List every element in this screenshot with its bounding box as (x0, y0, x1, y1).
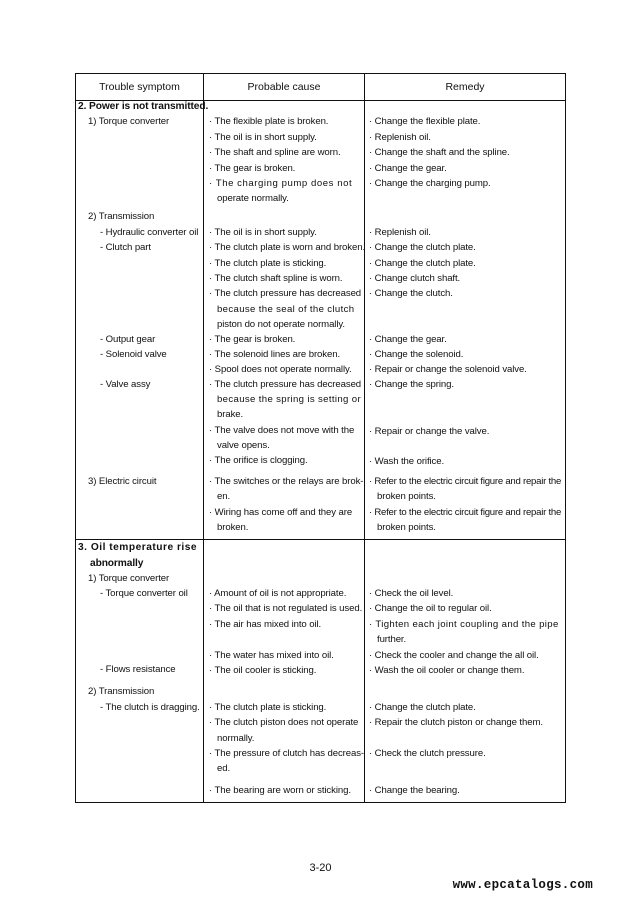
remedy-line: · Change the shaft and the spline. (369, 147, 510, 158)
remedy-line: · Wash the orifice. (369, 456, 445, 467)
cause-line: · The bearing are worn or sticking. (209, 785, 351, 796)
page-number: 3-20 (309, 862, 332, 874)
remedy-line: · Change the bearing. (369, 785, 460, 796)
cause-line: operate normally. (217, 193, 289, 204)
cause-line: · The clutch plate is sticking. (209, 702, 327, 713)
header-remedy: Remedy (445, 81, 485, 93)
symptom-sublabel: - Torque converter oil (100, 588, 188, 599)
cause-line: · The oil cooler is sticking. (209, 665, 317, 676)
section-title: 3. Oil temperature rise (78, 542, 198, 553)
cause-line: · The clutch shaft spline is worn. (209, 273, 343, 284)
cause-line: ed. (217, 763, 231, 774)
cause-line: · The flexible plate is broken. (209, 116, 329, 127)
remedy-line: · Check the oil level. (369, 588, 454, 599)
remedy-line: · Change the clutch. (369, 288, 453, 299)
remedy-line: broken points. (377, 522, 436, 533)
cause-line: · The air has mixed into oil. (209, 619, 322, 630)
symptom-label: 3) Electric circuit (88, 476, 157, 487)
cause-line: broken. (217, 522, 249, 533)
remedy-line: · Change the charging pump. (369, 178, 491, 189)
symptom-sublabel: - The clutch is dragging. (100, 702, 200, 713)
symptom-sublabel: - Solenoid valve (100, 349, 167, 360)
remedy-line: · Change the clutch plate. (369, 702, 476, 713)
header-trouble-symptom: Trouble symptom (99, 81, 180, 93)
remedy-line: · Change the flexible plate. (369, 116, 481, 127)
remedy-line: further. (377, 634, 407, 645)
remedy-line: · Change the solenoid. (369, 349, 464, 360)
symptom-sublabel: - Output gear (100, 334, 156, 345)
watermark: www.epcatalogs.com (452, 878, 593, 892)
cause-line: · The water has mixed into oil. (209, 650, 334, 661)
remedy-line: · Repair the clutch piston or change them. (369, 717, 543, 728)
cause-line: · The gear is broken. (209, 163, 296, 174)
remedy-line: · Tighten each joint coupling and the pipe (369, 619, 559, 630)
remedy-line: · Change the gear. (369, 163, 447, 174)
cause-line: · The clutch plate is worn and broken. (209, 242, 366, 253)
cause-line: brake. (217, 409, 244, 420)
remedy-line: · Change clutch shaft. (369, 273, 461, 284)
cause-line: · The oil that is not regulated is used. (209, 603, 363, 614)
remedy-line: · Refer to the electric circuit figure and repair the (369, 476, 562, 487)
cause-line: · The clutch pressure has decreased (209, 379, 362, 390)
symptom-sublabel: - Flows resistance (100, 664, 176, 675)
remedy-line: · Repair or change the valve. (369, 426, 490, 437)
cause-line: · The pressure of clutch has decreas- (209, 748, 365, 759)
symptom-label: 2) Transmission (88, 211, 155, 222)
remedy-line: · Check the cooler and change the all oil. (369, 650, 539, 661)
section-title: abnormally (90, 558, 144, 569)
remedy-line: · Wash the oil cooler or change them. (369, 665, 525, 676)
remedy-line: · Change the oil to regular oil. (369, 603, 492, 614)
cause-line: · The clutch plate is sticking. (209, 258, 327, 269)
header-probable-cause: Probable cause (247, 81, 321, 93)
troubleshooting-table (75, 73, 566, 803)
cause-line: · Spool does not operate normally. (209, 364, 352, 375)
symptom-sublabel: - Valve assy (100, 379, 151, 390)
cause-line: because the seal of the clutch (217, 304, 355, 315)
symptom-label: 1) Torque converter (88, 573, 170, 584)
cause-line: · The switches or the relays are brok- (209, 476, 364, 487)
cause-line: · Amount of oil is not appropriate. (209, 588, 347, 599)
cause-line: piston do not operate normally. (217, 319, 345, 330)
cause-line: · The gear is broken. (209, 334, 296, 345)
cause-line: · The oil is in short supply. (209, 227, 317, 238)
cause-line: because the spring is setting or (217, 394, 361, 405)
remedy-line: · Change the clutch plate. (369, 258, 476, 269)
remedy-line: · Change the gear. (369, 334, 447, 345)
cause-line: normally. (217, 733, 255, 744)
cause-line: · The clutch pressure has decreased (209, 288, 362, 299)
cause-line: · The charging pump does not (209, 178, 353, 189)
symptom-sublabel: - Clutch part (100, 242, 151, 253)
remedy-line: broken points. (377, 491, 436, 502)
cause-line: · The solenoid lines are broken. (209, 349, 341, 360)
remedy-line: · Repair or change the solenoid valve. (369, 364, 527, 375)
cause-line: valve opens. (217, 440, 270, 451)
remedy-line: · Change the spring. (369, 379, 454, 390)
remedy-line: · Check the clutch pressure. (369, 748, 486, 759)
cause-line: · The orifice is clogging. (209, 455, 308, 466)
column-divider (364, 74, 365, 802)
cause-line: · Wiring has come off and they are (209, 507, 353, 518)
cause-line: · The oil is in short supply. (209, 132, 317, 143)
cause-line: · The shaft and spline are worn. (209, 147, 341, 158)
remedy-line: · Change the clutch plate. (369, 242, 476, 253)
symptom-label: 2) Transmission (88, 686, 155, 697)
symptom-label: 1) Torque converter (88, 116, 170, 127)
cause-line: · The valve does not move with the (209, 425, 355, 436)
remedy-line: · Replenish oil. (369, 132, 431, 143)
remedy-line: · Refer to the electric circuit figure and repair the (369, 507, 562, 518)
cause-line: · The clutch piston does not operate (209, 717, 359, 728)
remedy-line: · Replenish oil. (369, 227, 431, 238)
cause-line: en. (217, 491, 231, 502)
symptom-sublabel: - Hydraulic converter oil (100, 227, 199, 238)
section-title: 2. Power is not transmitted. (78, 101, 209, 112)
column-divider (203, 74, 204, 802)
